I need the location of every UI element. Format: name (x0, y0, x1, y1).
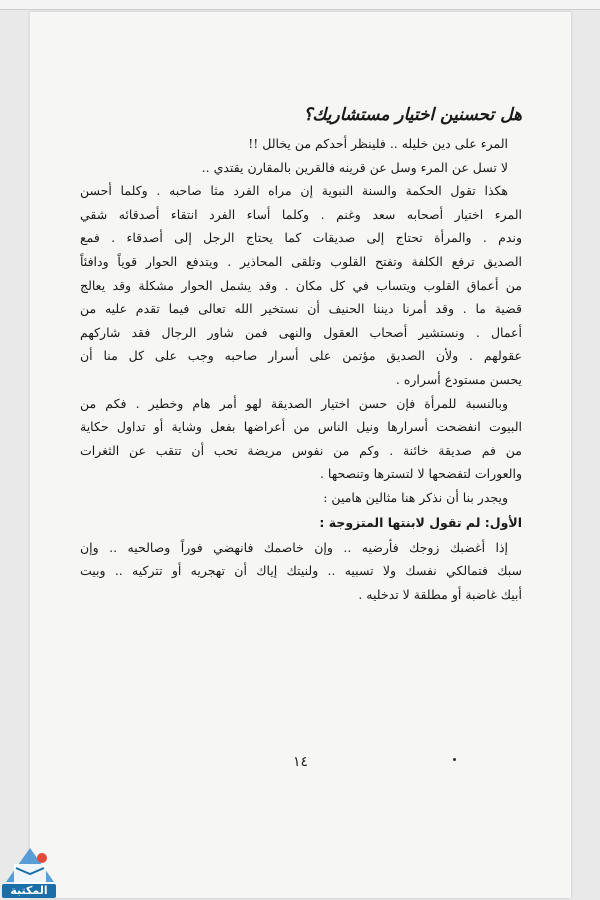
text-line: أبيك غاضبة أو مطلقة لا تدخليه . (358, 586, 522, 602)
text-line: أعمال . ونستشير أصحاب العقول والنهى فمن شاور الرجال فقد شاركهم (80, 324, 522, 340)
text-line: من أعماق القلوب ويتساب في كل مكان . وقد يشمل الحوار مشكلة وقد يعالج (80, 277, 522, 293)
text-line: من فم صديقة خائنة . وكم من نفوس مريضة تحب أن تتقب عن الثغرات (80, 442, 522, 458)
text-line: الصديق ترفع الكلفة وتفتح القلوب وتلقى المحاذير . ويتدفع الحوار قوياً ودافئاً (80, 253, 522, 269)
text-line: البيوت انفضحت أسرارها ونيل الناس من أعراضها بفعل وشاية أو تداول حكاية (80, 419, 522, 435)
page-number: ١٤ (292, 754, 309, 770)
text-line: وندم . والمرأة تحتاج إلى صديقات كما يحتاج الرجل إلى أصدقاء . فمع (80, 230, 522, 246)
text-line: وبالنسبة للمرأة فإن حسن اختيار الصديقة لهو أمر هام وخطير . فكم من (80, 395, 508, 411)
text-line: يحسن مستودع أسراره . (395, 371, 522, 387)
text-line: المرء اختيار أصحابه سعد وغنم . وكلما أساء الفرد انتقاء أصدقائه شقي (80, 206, 522, 222)
subheading: الأول: لم تقول لابنتها المتزوجة : (319, 514, 522, 530)
viewer-top-bar (0, 0, 600, 10)
text-line: قضية ما . وقد أمرنا ديننا الحنيف أن نستخير الله تعالى فيما تقدم عليه من (80, 301, 522, 317)
text-line: عقولهم . ولأن الصديق مؤتمن على أسرار صاحبه وجب على كل منا أن (80, 348, 522, 364)
text-line: إذا أغضبك زوجك فأرضيه .. وإن خاصمك فانهضي فوراً وصالحيه .. وإن (80, 539, 508, 555)
page-title: هل تحسنين اختيار مستشاريك؟ (303, 105, 522, 125)
text-line: لا تسل عن المرء وسل عن قرينه فالقرين بالمقارن يقتدي .. (201, 159, 508, 175)
text-line: هكذا تقول الحكمة والسنة النبوية إن مراه الفرد مثا صاحبه . وكلما أحسن (80, 183, 508, 199)
text-line: المرء على دين خليله .. فلينظر أحدكم من يخالل !! (248, 136, 508, 151)
library-logo-label: المكتبة (2, 884, 56, 898)
text-line: والعورات لتفضحها لا لتسترها وتنصحها . (319, 466, 522, 482)
page-content (80, 100, 522, 606)
text-line: ويجدر بنا أن نذكر هنا مثالين هامين : (323, 489, 508, 505)
text-line: سبك فتمالكي نفسك ولا تسبيه .. ولنيتك إياك أن تهجريه أو تتركيه .. وبيت (80, 563, 522, 579)
book-page (30, 12, 571, 898)
page-speck (453, 758, 456, 761)
